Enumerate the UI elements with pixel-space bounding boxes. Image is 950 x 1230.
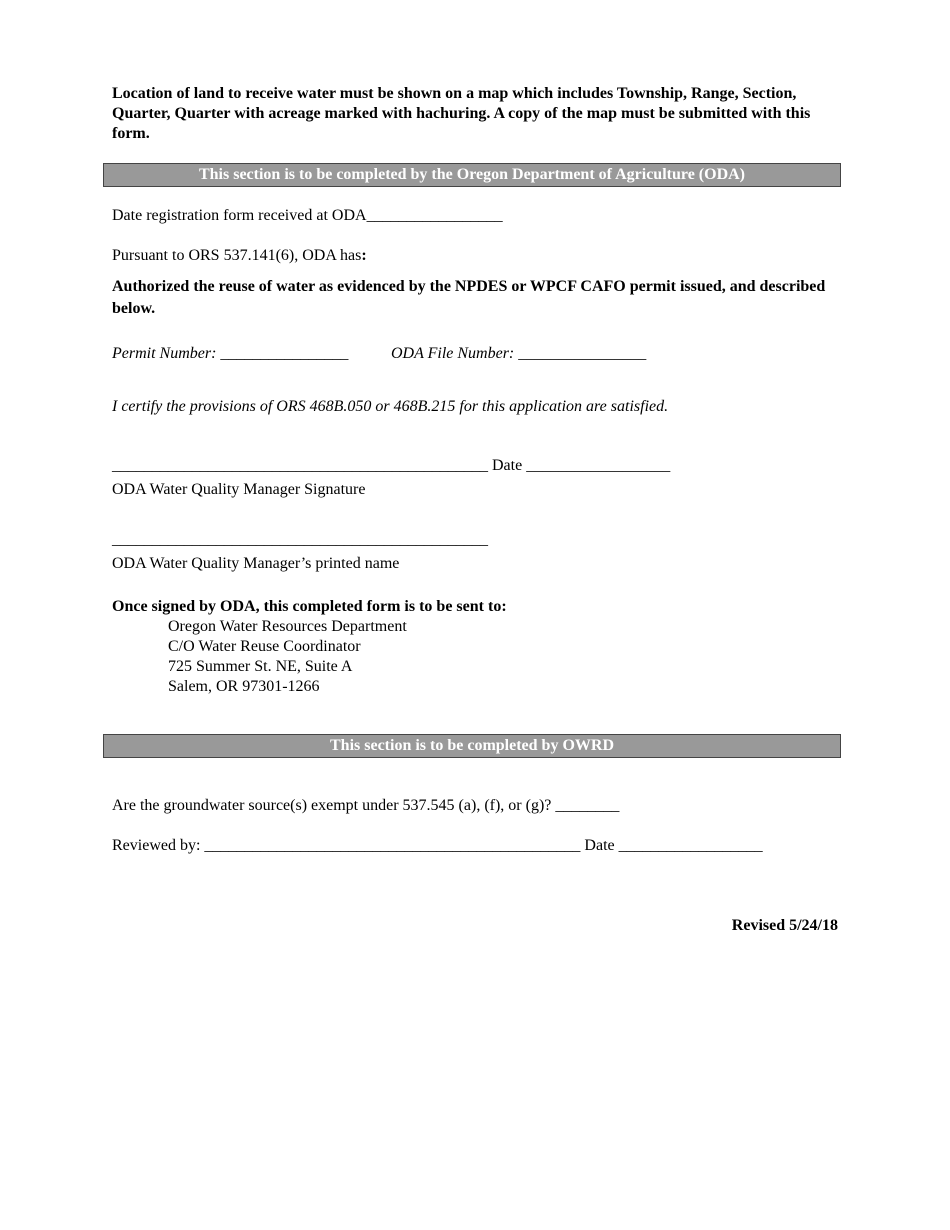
permit-number-field: Permit Number: ________________ — [112, 345, 349, 362]
signature-line: _______________________________________________ Date __________________ — [112, 457, 671, 474]
printed-name-line: _______________________________________________ — [112, 531, 488, 548]
oda-file-number-field: ODA File Number: ________________ — [391, 345, 647, 362]
printed-name-label: ODA Water Quality Manager’s printed name — [112, 555, 400, 572]
address-line: 725 Summer St. NE, Suite A — [168, 658, 353, 675]
oda-section-banner: This section is to be completed by the Oregon Department of Agriculture (ODA) — [103, 163, 841, 187]
pursuant-statement — [112, 247, 367, 265]
pursuant-colon: : — [361, 247, 367, 264]
signature-label: ODA Water Quality Manager Signature — [112, 481, 366, 498]
owrd-section-banner: This section is to be completed by OWRD — [103, 734, 841, 758]
address-block — [168, 617, 407, 697]
address-line: C/O Water Reuse Coordinator — [168, 638, 361, 655]
address-line: Salem, OR 97301-1266 — [168, 678, 320, 695]
date-received-field: Date registration form received at ODA_________________ — [112, 207, 503, 224]
groundwater-exempt-question: Are the groundwater source(s) exempt under 537.545 (a), (f), or (g)? ________ — [112, 797, 620, 814]
address-line: Oregon Water Resources Department — [168, 618, 407, 635]
reviewed-by-field: Reviewed by: _______________________________________________ Date __________________ — [112, 837, 763, 854]
certification-statement: I certify the provisions of ORS 468B.050 or 468B.215 for this application are satisfied. — [112, 398, 669, 415]
pursuant-text: Pursuant to ORS 537.141(6), ODA has — [112, 247, 362, 264]
authorized-statement: Authorized the reuse of water as evidenced by the NPDES or WPCF CAFO permit issued, and described below. — [112, 278, 826, 317]
send-to-heading: Once signed by ODA, this completed form is to be sent to: — [112, 598, 507, 615]
map-instructions: Location of land to receive water must be shown on a map which includes Township, Range, Section, Quarter, Quarter with acreage marked with hachuring. A copy of the map must be submitted with this form. — [112, 85, 811, 142]
revision-date: Revised 5/24/18 — [731, 917, 838, 934]
